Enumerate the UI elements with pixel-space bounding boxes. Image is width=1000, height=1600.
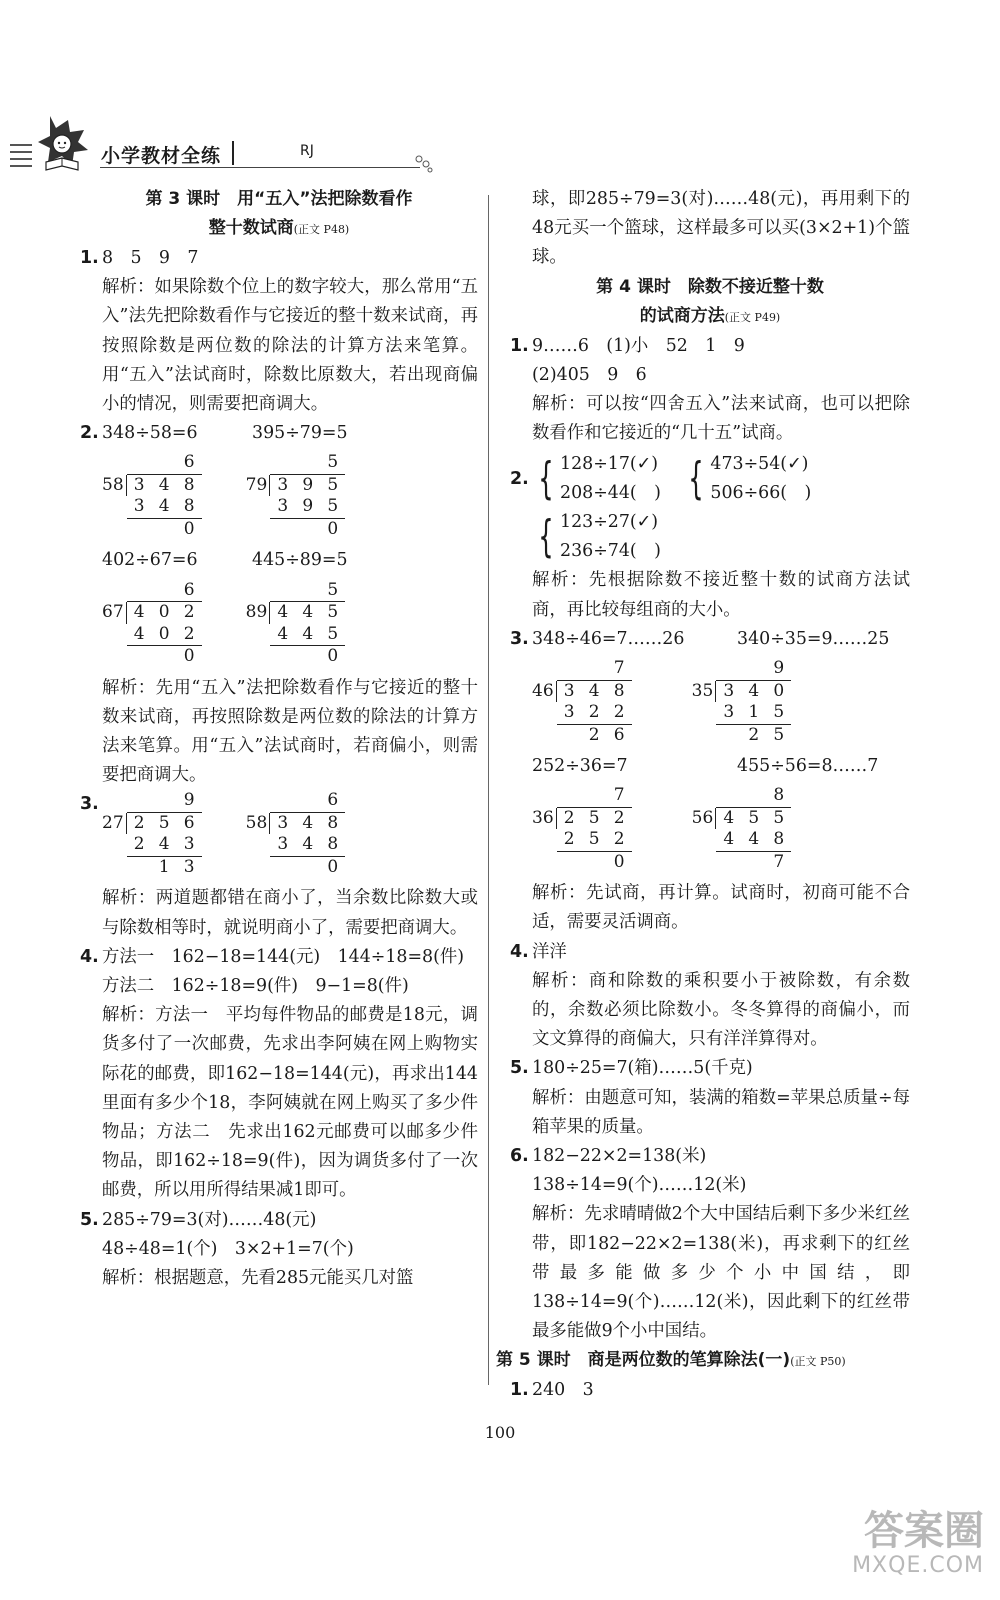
digit: 8 xyxy=(766,785,791,808)
divisor: 35 xyxy=(692,681,717,703)
digit: 0 xyxy=(158,602,170,623)
q5-explanation-continued: 球，即285÷79=3(对)……48(元)，再用剩下的48元买一个篮球，这样最多可以买(3×2+1)个篮球。 xyxy=(532,189,910,268)
long-division-table xyxy=(102,580,202,668)
lesson-5-q1-answer: 1. 240 3 xyxy=(510,1380,594,1401)
r-q3-explanation: 解析：先试商，再计算。试商时，初商可能不合适，需要灵活调商。 xyxy=(532,883,910,933)
digit: 5 xyxy=(320,624,345,647)
digit: 4 xyxy=(748,680,760,701)
digit: 4 xyxy=(127,624,152,647)
r-q5-answer: 5. 180÷25=7(箱)……5(千克) xyxy=(510,1058,753,1079)
site-watermark xyxy=(852,1510,984,1580)
digit: 2 xyxy=(588,724,600,745)
digit: 4 xyxy=(152,834,177,857)
digit: 3 xyxy=(183,856,195,877)
digit: 5 xyxy=(582,829,607,852)
digit: 2 xyxy=(183,602,195,623)
long-division-table xyxy=(692,785,792,873)
digit: 9 xyxy=(302,474,314,495)
digit: 7 xyxy=(607,785,632,808)
long-division xyxy=(246,580,346,668)
digit: 5 xyxy=(327,474,339,495)
q2-long-division-pair-2 xyxy=(80,580,478,668)
divisor: 79 xyxy=(246,475,271,497)
column-divider xyxy=(488,195,489,1385)
divisor: 56 xyxy=(692,808,717,830)
digit: 4 xyxy=(152,496,177,519)
r-q3-long-division-pair-1 xyxy=(510,658,910,746)
r-q3-equations-2: 252÷36=7 455÷56=8……7 xyxy=(532,756,879,777)
long-division xyxy=(532,785,632,873)
digit: 3 xyxy=(563,680,575,701)
digit: 0 xyxy=(183,518,195,539)
digit: 2 xyxy=(748,724,760,745)
page-number: 100 xyxy=(484,1423,516,1442)
digit: 0 xyxy=(613,851,625,872)
long-division-table xyxy=(102,452,202,540)
lesson-4-title: 第 4 课时 除数不接近整十数 xyxy=(596,276,824,297)
edition-label: RJ xyxy=(300,143,314,159)
q2-equations-2: 402÷67=6 445÷89=5 xyxy=(102,550,348,571)
digit: 5 xyxy=(773,807,785,828)
digit: 4 xyxy=(277,602,289,623)
digit: 6 xyxy=(320,790,345,813)
digit: 9 xyxy=(295,496,320,519)
r-q3-equations-1: 3. 348÷46=7……26 340÷35=9……25 xyxy=(510,628,890,649)
digit: 4 xyxy=(588,680,600,701)
digit: 0 xyxy=(152,624,177,647)
r-q6-line-2: 138÷14=9(个)……12(米) xyxy=(532,1175,747,1196)
lesson-3-title: 第 3 课时 用“五入”法把除数看作 xyxy=(145,189,413,209)
digit: 5 xyxy=(320,452,345,475)
divisor: 89 xyxy=(246,602,271,624)
digit: 5 xyxy=(320,580,345,603)
girl-reading-icon xyxy=(28,110,108,174)
q5-line-2: 48÷48=1(个) 3×2+1=7(个) xyxy=(102,1238,354,1259)
comparison-group: { 473÷54(✓) 506÷66( ) xyxy=(688,453,812,505)
lesson-4-title-line2: 的试商方法(正文 P49) xyxy=(639,305,781,326)
digit: 3 xyxy=(277,812,289,833)
q2-long-division-pair-1 xyxy=(80,452,478,540)
page-header xyxy=(0,110,1000,180)
digit: 4 xyxy=(295,834,320,857)
digit: 3 xyxy=(557,702,582,725)
digit: 2 xyxy=(557,829,582,852)
digit: 4 xyxy=(716,829,741,852)
digit: 5 xyxy=(588,807,600,828)
long-division xyxy=(246,452,346,540)
digit: 9 xyxy=(177,790,202,813)
r-q4-explanation: 解析：商和除数的乘积要小于被除数，有余数的，余数必须比除数小。冬冬算得的商偏小，而文文算得的商偏大，只有洋洋算得对。 xyxy=(532,970,910,1050)
book-title: 小学教材全练 xyxy=(101,145,222,167)
digit: 5 xyxy=(773,724,785,745)
lesson-3-title-line2: 整十数试商(正文 P48) xyxy=(208,218,350,238)
watermark-url: MXQE.COM xyxy=(852,1553,984,1578)
divisor: 58 xyxy=(246,813,271,835)
q1-explanation: 解析：如果除数个位上的数字较大，那么常用“五入”法先把除数看作与它接近的整十数来试商，再按照除数是两位数的除法的计算方法来笔算。用“五入”法试商时，除数比原数大，若出现商偏小的情况，则需要把商调大。 xyxy=(102,277,478,415)
long-division-table xyxy=(246,790,346,878)
left-column xyxy=(80,185,478,1293)
q1-answer: 1. 8 5 9 7 xyxy=(80,248,199,268)
header-ornament-icon xyxy=(414,154,434,174)
digit: 6 xyxy=(177,452,202,475)
watermark-logo-text: 答案圈 xyxy=(864,1508,984,1554)
digit: 4 xyxy=(741,829,766,852)
digit: 3 xyxy=(277,474,289,495)
divisor: 46 xyxy=(532,681,557,703)
comparison-group: { 128÷17(✓) 208÷44( ) xyxy=(538,453,661,505)
right-column xyxy=(496,185,910,1406)
q2-equations-1: 2. 348÷58=6 395÷79=5 xyxy=(80,423,348,444)
header-rule xyxy=(100,167,420,168)
long-division xyxy=(102,790,202,878)
digit: 8 xyxy=(766,829,791,852)
digit: 3 xyxy=(133,474,145,495)
digit: 8 xyxy=(177,496,202,519)
long-division xyxy=(102,580,202,668)
long-division xyxy=(532,658,632,746)
q3-explanation: 解析：两道题都错在商小了，当余数比除数大或与除数相等时，就说明商小了，需要把商调大。 xyxy=(102,888,478,938)
digit: 5 xyxy=(327,602,339,623)
r-q3-long-division-pair-2 xyxy=(510,785,910,873)
digit: 3 xyxy=(270,496,295,519)
digit: 1 xyxy=(158,856,170,877)
divisor: 27 xyxy=(102,813,127,835)
digit: 2 xyxy=(607,702,632,725)
digit: 2 xyxy=(582,702,607,725)
digit: 9 xyxy=(766,658,791,681)
digit: 2 xyxy=(613,807,625,828)
digit: 6 xyxy=(177,580,202,603)
digit: 8 xyxy=(320,834,345,857)
q5-line-1: 5. 285÷79=3(对)……48(元) xyxy=(80,1209,317,1230)
digit: 7 xyxy=(773,851,785,872)
digit: 4 xyxy=(270,624,295,647)
digit: 3 xyxy=(723,680,735,701)
digit: 5 xyxy=(158,812,170,833)
digit: 2 xyxy=(133,812,145,833)
q5-explanation: 解析：根据题意，先看285元能买几对篮 xyxy=(102,1268,414,1289)
digit: 4 xyxy=(295,624,320,647)
digit: 1 xyxy=(741,702,766,725)
r-q5-explanation: 解析：由题意可知，装满的箱数=苹果总质量÷每箱苹果的质量。 xyxy=(532,1087,910,1137)
r-q6-explanation: 解析：先求晴晴做2个大中国结后剩下多少米红丝带，即182−22×2=138(米)，再求剩下的红丝带最多能做多少个小中国结，即138÷14=9(个)……12(米)，因此剩下的红丝带最多能做9个小中国结。 xyxy=(532,1204,910,1342)
r-q1-line-1: 1. 9……6 (1)小 52 1 9 xyxy=(510,335,745,356)
digit: 3 xyxy=(270,834,295,857)
divisor: 36 xyxy=(532,808,557,830)
long-division xyxy=(692,658,792,746)
long-division xyxy=(692,785,792,873)
r-q2-explanation: 解析：先根据除数不接近整十数的试商方法试商，再比较每组商的大小。 xyxy=(532,570,910,620)
digit: 5 xyxy=(320,496,345,519)
digit: 6 xyxy=(613,724,625,745)
digit: 4 xyxy=(133,602,145,623)
digit: 5 xyxy=(766,702,791,725)
divisor: 58 xyxy=(102,475,127,497)
q4-explanation: 解析：方法一 平均每件物品的邮费是18元，调货多付了一次邮费，先求出李阿姨在网上购物实际花的邮费，即162−18=144(元)，再求出144里面有多少个18，李阿姨就在网上购买了多少件物品；方法二 先求出162元邮费可以邮多少件物品，即162÷18=9(件)，因为调货多付了一次邮费，所以用所得结果减1即可。 xyxy=(102,1005,478,1201)
digit: 0 xyxy=(327,646,339,667)
digit: 4 xyxy=(302,812,314,833)
digit: 0 xyxy=(327,518,339,539)
long-division xyxy=(246,790,346,878)
digit: 8 xyxy=(183,474,195,495)
lesson-5-title: 第 5 课时 商是两位数的笔算除法(一)(正文 P50) xyxy=(496,1350,846,1371)
long-division-table xyxy=(246,580,346,668)
digit: 8 xyxy=(327,812,339,833)
r-q1-explanation: 解析：可以按“四舍五入”法来试商，也可以把除数看作和它接近的“几十五”试商。 xyxy=(532,394,910,444)
long-division-table xyxy=(532,785,632,873)
digit: 4 xyxy=(302,602,314,623)
digit: 0 xyxy=(773,680,785,701)
divisor: 67 xyxy=(102,602,127,624)
digit: 3 xyxy=(177,834,202,857)
q2-explanation: 解析：先用“五入”法把除数看作与它接近的整十数来试商，再按照除数是两位数的除法的计算方法来笔算。用“五入”法试商时，若商偏小，则需要把商调大。 xyxy=(102,677,478,786)
digit: 8 xyxy=(613,680,625,701)
digit: 3 xyxy=(127,496,152,519)
digit: 7 xyxy=(607,658,632,681)
q4-method-2: 方法二 162÷18=9(件) 9−1=8(件) xyxy=(102,976,409,997)
comparison-group: { 123÷27(✓) 236÷74( ) xyxy=(538,511,661,563)
digit: 2 xyxy=(607,829,632,852)
long-division xyxy=(102,452,202,540)
digit: 2 xyxy=(127,834,152,857)
digit: 4 xyxy=(723,807,735,828)
long-division-table xyxy=(692,658,792,746)
header-separator xyxy=(232,141,234,165)
long-division-table xyxy=(102,790,202,878)
q4-method-1: 4. 方法一 162−18=144(元) 144÷18=8(件) xyxy=(80,946,465,967)
r-q4-answer: 4. 洋洋 xyxy=(510,941,567,962)
r-q6-line-1: 6. 182−22×2=138(米) xyxy=(510,1146,707,1167)
digit: 6 xyxy=(183,812,195,833)
digit: 2 xyxy=(563,807,575,828)
digit: 5 xyxy=(748,807,760,828)
digit: 0 xyxy=(183,646,195,667)
q3: 3. 9 27 2 5 6 2 4 3 1 3 6 58 3 4 8 3 4 8 0 xyxy=(80,790,478,878)
digit: 2 xyxy=(177,624,202,647)
digit: 4 xyxy=(158,474,170,495)
long-division-table xyxy=(532,658,632,746)
digit: 0 xyxy=(327,856,339,877)
r-q2: 2. { 128÷17(✓) 208÷44( ) { 473÷54(✓) 506÷66( ) { 123÷27(✓) 236÷74( ) xyxy=(510,450,910,566)
long-division-table xyxy=(246,452,346,540)
r-q1-line-2: (2)405 9 6 xyxy=(532,364,647,385)
digit: 3 xyxy=(716,702,741,725)
